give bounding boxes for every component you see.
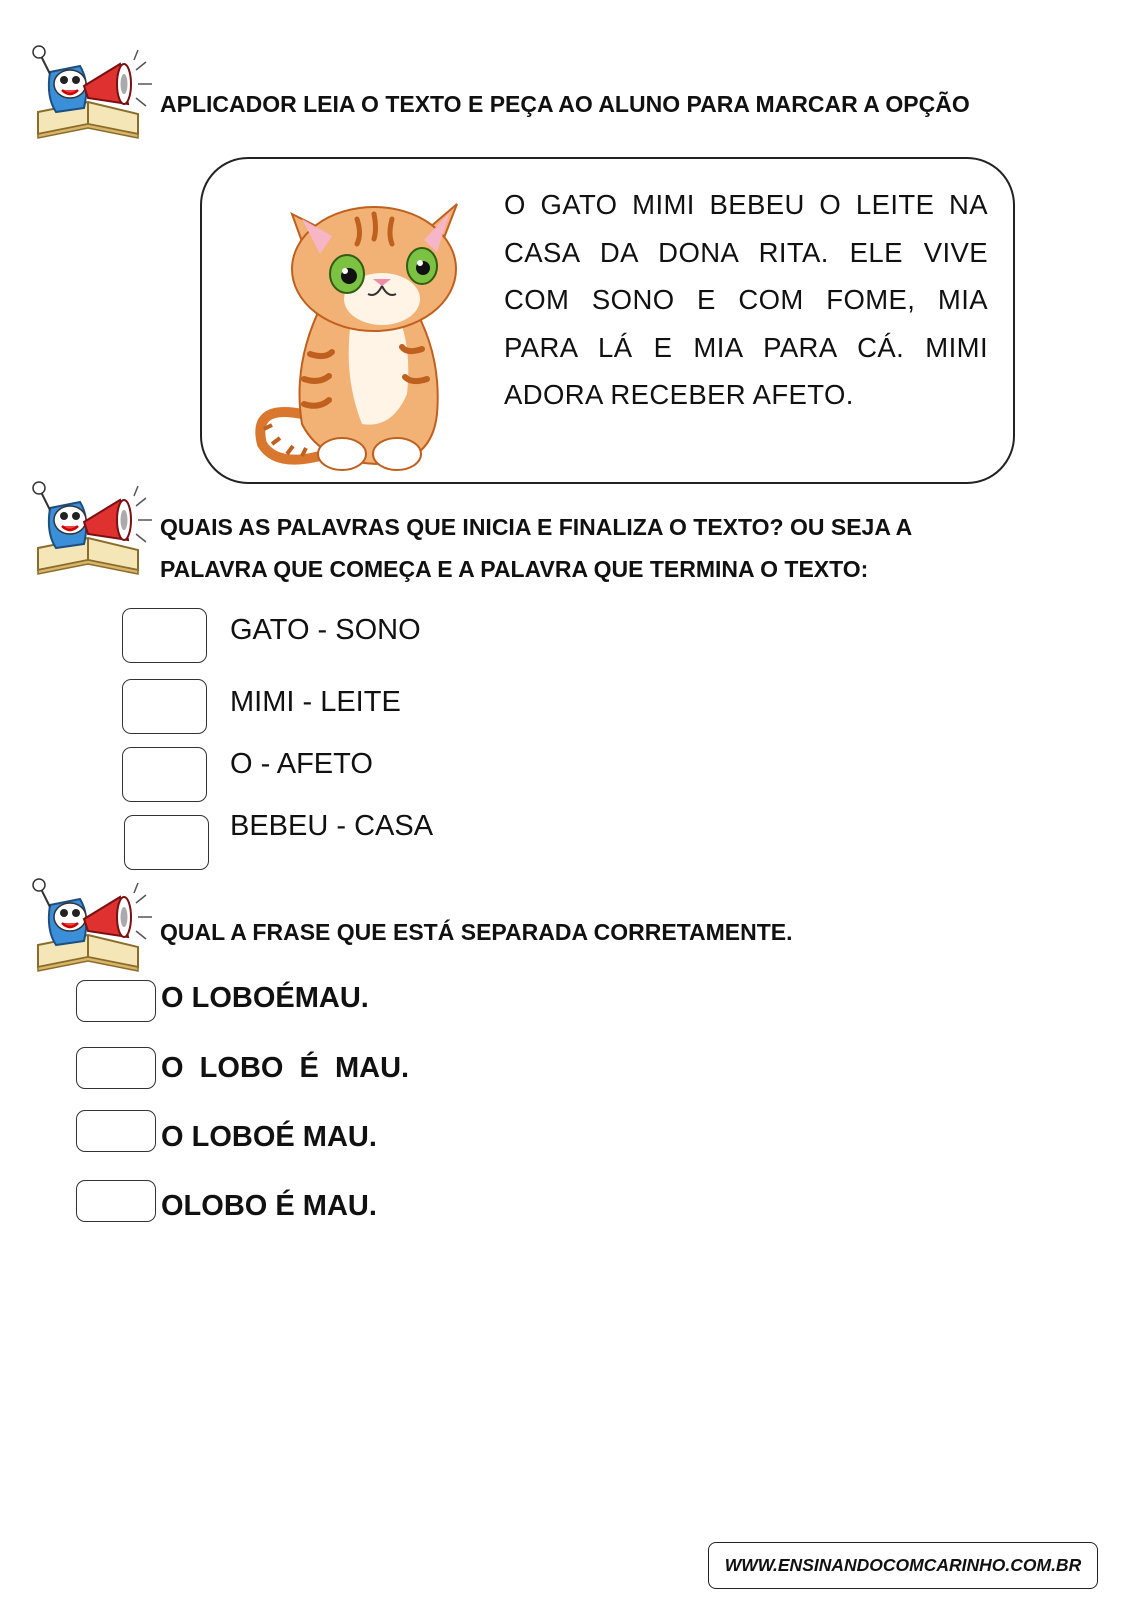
answer-checkbox[interactable]	[122, 747, 207, 802]
question2-heading: QUAL A FRASE QUE ESTÁ SEPARADA CORRETAMENTE.	[160, 919, 793, 945]
answer-checkbox[interactable]	[76, 1110, 156, 1152]
answer-checkbox[interactable]	[76, 1180, 156, 1222]
story-box	[200, 157, 1015, 484]
story-line: COM SONO E COM FOME, MIA	[504, 284, 988, 315]
answer-option-label: OLOBO É MAU.	[161, 1190, 377, 1222]
website-footer: WWW.ENSINANDOCOMCARINHO.COM.BR	[708, 1542, 1098, 1589]
megaphone-book-mascot-icon	[28, 478, 158, 578]
megaphone-book-mascot-icon	[28, 875, 158, 975]
answer-option-label: MIMI - LEITE	[230, 686, 401, 718]
answer-checkbox[interactable]	[76, 980, 156, 1022]
answer-checkbox[interactable]	[124, 815, 209, 870]
story-line: ADORA RECEBER AFETO.	[504, 379, 854, 410]
question1-line2: PALAVRA QUE COMEÇA E A PALAVRA QUE TERMINA O TEXTO:	[160, 556, 869, 582]
story-line: CASA DA DONA RITA. ELE VIVE	[504, 236, 988, 268]
answer-option-label: GATO - SONO	[230, 614, 421, 646]
kitten-illustration	[232, 174, 472, 474]
answer-checkbox[interactable]	[76, 1047, 156, 1089]
answer-option-label: O LOBO É MAU.	[161, 1052, 410, 1084]
answer-checkbox[interactable]	[122, 608, 207, 663]
story-text	[504, 181, 988, 419]
answer-option-label: O LOBOÉ MAU.	[161, 1121, 377, 1153]
answer-option-label: BEBEU - CASA	[230, 810, 434, 842]
instruction-heading: APLICADOR LEIA O TEXTO E PEÇA AO ALUNO PARA MARCAR A OPÇÃO	[160, 91, 970, 117]
answer-option-label: O LOBOÉMAU.	[161, 982, 369, 1014]
answer-checkbox[interactable]	[122, 679, 207, 734]
question1-line1: QUAIS AS PALAVRAS QUE INICIA E FINALIZA O TEXTO? OU SEJA A	[160, 514, 913, 540]
answer-option-label: O - AFETO	[230, 748, 373, 780]
story-line: PARA LÁ E MIA PARA CÁ. MIMI	[504, 331, 988, 363]
story-line: O GATO MIMI BEBEU O LEITE NA	[504, 189, 988, 220]
megaphone-book-mascot-icon	[28, 42, 158, 142]
